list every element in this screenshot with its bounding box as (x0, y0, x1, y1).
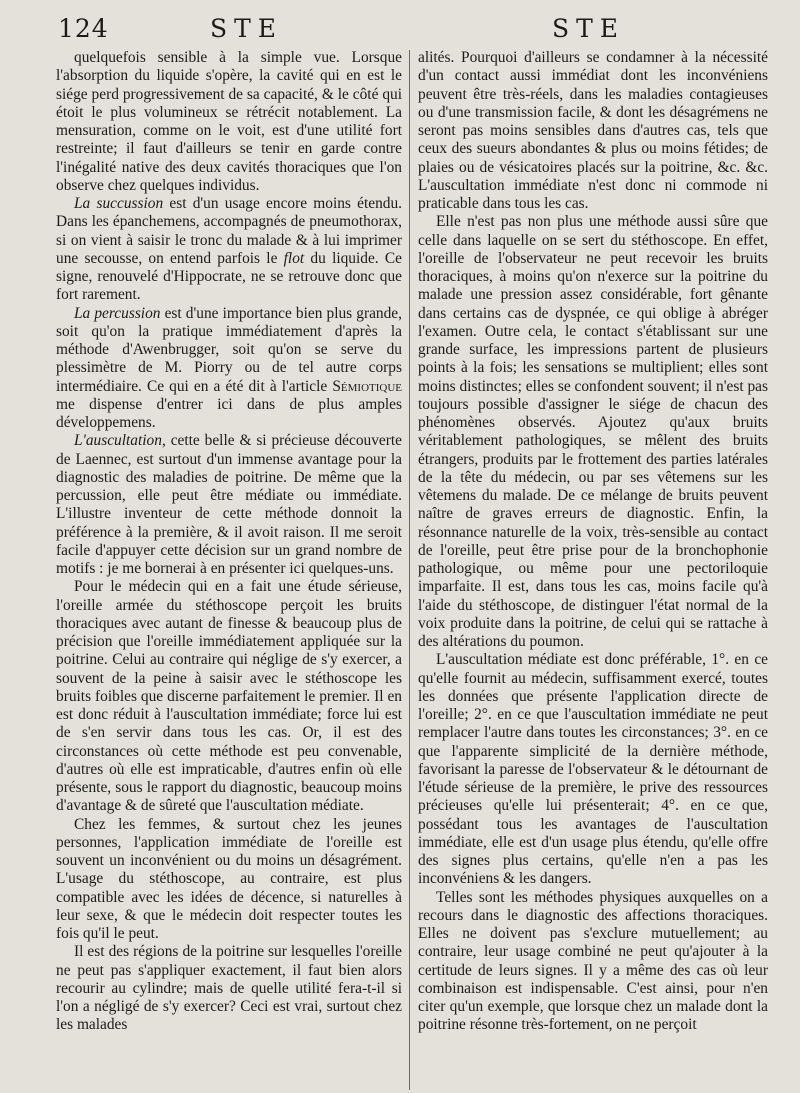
text-column-left (56, 49, 402, 1035)
emphasis-text: flot (283, 249, 305, 267)
paragraph-text: alités. Pourquoi d'ailleurs se condamner à la nécessité d'un contact aussi immédiat dont les inconvéniens peuvent être très-réels, dans les maladies contagieuses ou d'une transmission facile, & dont les désagrémens ne seront pas moins sensibles dans d'autres cas, tels que ceux des sueurs abondantes & plus ou moins fétides; de plaies ou de vésicatoires placés sur la poitrine, &c. &c. L'auscultation immédiate n'est donc ni commode ni praticable dans tous les cas. (418, 49, 768, 212)
text-column-right (418, 49, 768, 1035)
paragraph-text: Pour le médecin qui en a fait une étude sérieuse, l'oreille armée du stéthoscope perçoit les bruits thoraciques avec autant de finesse & beaucoup plus de précision que l'oreille immédiatement appliquée sur la poitrine. Celui au contraire qui néglige de s'y exercer, a souvent de la peine à saisir avec le stéthoscope les bruits foibles que discerne parfaitement le premier. Il en est donc réduit à l'auscultation immédiate; force lui est de s'en servir dans tous les cas. Or, il est des circonstances où cette méthode est peu convenable, d'autres où elle est impraticable, d'autres enfin où elle présente, sous le rapport du diagnostic, beaucoup moins d'avantage & de sûreté que l'auscultation médiate. (56, 578, 402, 815)
paragraph-text: est d'une importance bien plus grande, soit qu'on la pratique immédiatement d'après la méthode d'Awenbrugger, soit qu'on se serve du plessimètre de M. Piorry ou de tel autre corps intermédiaire. Ce qui en a été dit à l'article (56, 304, 402, 395)
paragraph (418, 651, 768, 888)
paragraph (56, 305, 402, 433)
paragraph (418, 49, 768, 213)
paragraph (56, 578, 402, 815)
paragraph (56, 816, 402, 944)
paragraph-text: quelquefois sensible à la simple vue. Lorsque l'absorption du liquide s'opère, la cavité qui en est le siége perd progressivement de sa capacité, & le côté qui étoit le plus volumineux se rétrécit notablement. La mensuration, comme on le voit, est d'une utilité fort restreinte; il faut d'ailleurs se tenir en garde contre l'inégalité native des deux cavités thoraciques que l'on observe chez quelques individus. (56, 49, 402, 194)
column-divider (409, 50, 410, 1090)
emphasis-text: L'auscultation (74, 432, 162, 450)
page-number: 124 (58, 14, 109, 43)
paragraph-text: est d'un usage encore moins étendu. Dans les épanchemens, accompagnés de pneumothorax, si on vient à saisir le tronc du malade & à lui imprimer une secousse, on entend parfois le (56, 195, 403, 267)
running-head-left: STE (210, 14, 284, 43)
emphasis-text: La succussion (74, 195, 164, 212)
emphasis-text: La percussion (74, 304, 161, 322)
paragraph-text: , cette belle & si précieuse découverte de Laennec, est surtout d'un immense avantage pour la diagnostic des maladies de poitrine. De même que la percussion, elle peut être médiate ou immédiate. L'illustre inventeur de cette méthode donnoit la préférence à la première, & il avoit raison. Il me seroit facile d'appuyer cette décision sur un grand nombre de motifs : je me bornerai à en présenter ici quelques-uns. (56, 432, 402, 577)
page-header (0, 8, 800, 48)
paragraph-text: L'auscultation médiate est donc préférable, 1°. en ce qu'elle fournit au médecin, suffisamment exercé, toutes les données que présente l'application directe de l'oreille; 2°. en ce que l'auscultation immédiate ne peut remplacer l'autre dans toutes les circonstances; 3°. en ce que l'apparente simplicité de la dernière méthode, favorisant la paresse de l'observateur & le détournant de l'étude sérieuse de la première, le prive des ressources précieuses qu'elle lui présenterait; 4°. en ce que, possédant tous les avantages de l'auscultation immédiate, elle est d'un usage plus étendu, qu'elle offre des signes plus certains, qu'elle n'en a pas les inconvéniens & les dangers. (418, 651, 768, 888)
paragraph (56, 432, 402, 578)
paragraph-text: du liquide. Ce signe, renouvelé d'Hippocrate, ne se retrouve donc que fort rarement. (56, 249, 402, 304)
paragraph-text: Il est des régions de la poitrine sur lesquelles l'oreille ne peut pas s'appliquer exactement, il faut bien alors recourir au cylindre; mais de quelle utilité fera-t-il si l'on a négligé de s'y exercer? Ceci est vrai, surtout chez les malades (56, 943, 402, 1034)
paragraph-text: Elle n'est pas non plus une méthode aussi sûre que celle dans laquelle on se sert du stéthoscope. En effet, l'oreille de l'observateur ne peut recevoir les bruits thoraciques, à moins qu'on n'exerce sur la poitrine du malade une pression assez considérable, fort gênante dans certains cas de dyspnée, ce qui oblige à abréger l'examen. Outre cela, le contact s'établissant sur une grande surface, les impressions partent de plusieurs points à la fois; les sensations se multiplient; elles sont moins distinctes; elles se confondent souvent; il n'est pas toujours possible d'assigner le siége de chacun des phénomènes observés. Ajoutez qu'aux bruits véritablement pathologiques, se mêlent des bruits étrangers, produits par le frottement des parties latérales de la tête du médecin, ou par ses vêtemens sur les vêtemens du malade. De ce mélange de bruits peuvent naître de graves erreurs de diagnostic. Enfin, la résonnance naturelle de la voix, très-sensible au contact de l'oreille, peut être prise pour de la bronchophonie pathologique, ou même pour une pectoriloquie imparfaite. Il est, dans tous les cas, moins facile qu'à l'aide du stéthoscope, de distinguer l'état normal de la voix produite dans la poitrine, de celui qui se rattache à des altérations du poumon. (418, 213, 768, 650)
paragraph (56, 195, 402, 305)
paragraph-text: Telles sont les méthodes physiques auxquelles on a recours dans le diagnostic des affections thoraciques. Elles ne doivent pas s'exclure mutuellement; au contraire, leur usage combiné ne peut qu'ajouter à la certitude de leurs signes. Il y a même des cas où leur combinaison est indispensable. C'est ainsi, pour n'en citer qu'un exemple, que lorsque chez un malade dont la poitrine résonne très-fortement, on ne perçoit (418, 888, 768, 1034)
small-caps-text: Sémiotique (332, 377, 402, 395)
paragraph (418, 889, 768, 1035)
paragraph (56, 49, 402, 195)
paragraph-text: me dispense d'entrer ici dans de plus amples développemens. (56, 395, 402, 431)
paragraph (418, 213, 768, 651)
running-head-right: STE (552, 14, 626, 43)
paragraph (56, 943, 402, 1034)
paragraph-text: Chez les femmes, & surtout chez les jeunes personnes, l'application immédiate de l'oreille est souvent un inconvénient ou du moins un désagrément. L'usage du stéthoscope, au contraire, est plus compatible avec les idées de décence, si naturelles à leur sexe, & que le médecin doit respecter toutes les fois qu'il le peut. (56, 815, 402, 942)
